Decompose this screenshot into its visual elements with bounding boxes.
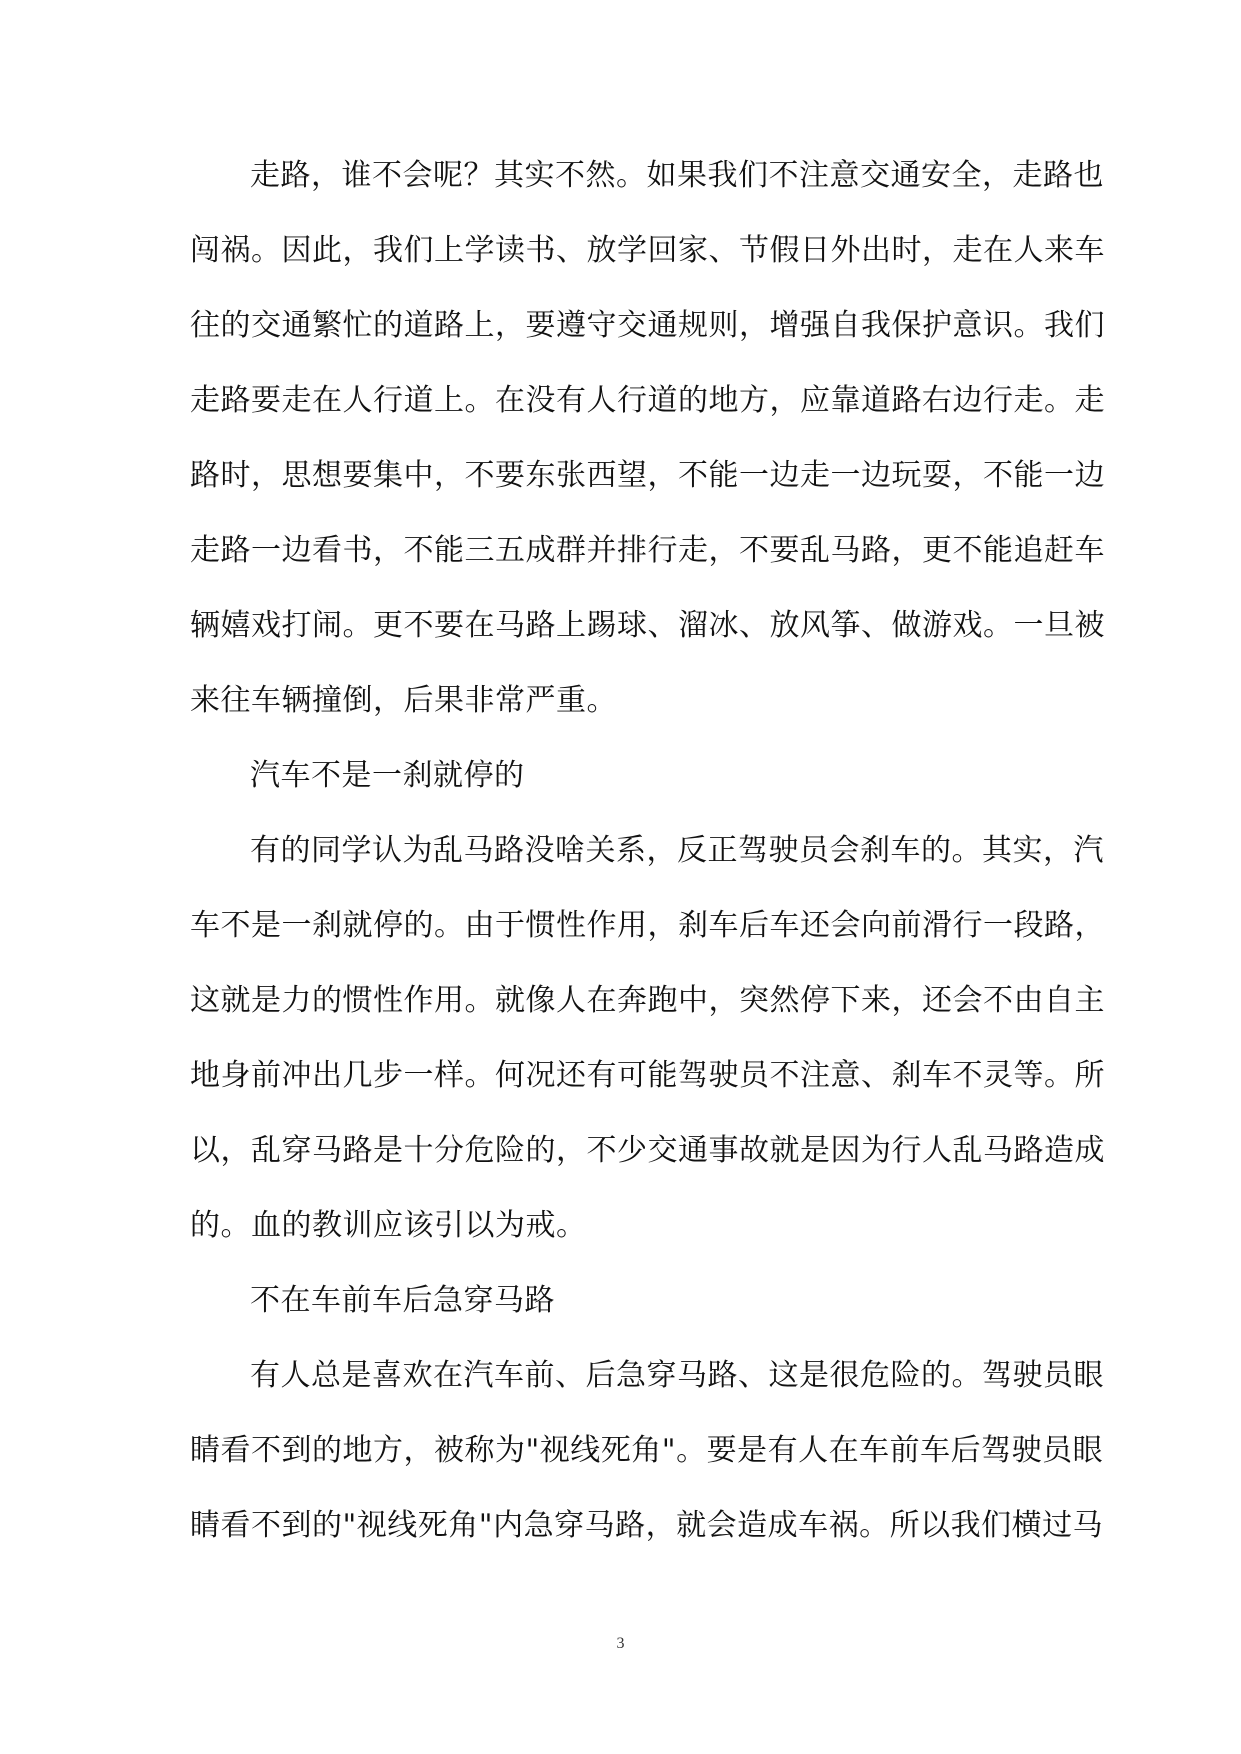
paragraph-line: 睛看不到的"视线死角"内急穿马路，就会造成车祸。所以我们横过马	[190, 1508, 1104, 1543]
section-heading: 汽车不是一刹就停的	[250, 758, 525, 793]
paragraph-line: 闯祸。因此，我们上学读书、放学回家、节假日外出时，走在人来车	[190, 233, 1105, 268]
paragraph-line: 以，乱穿马路是十分危险的，不少交通事故就是因为行人乱马路造成	[190, 1133, 1105, 1168]
paragraph-line: 来往车辆撞倒，后果非常严重。	[190, 683, 617, 718]
paragraph-line: 的。血的教训应该引以为戒。	[190, 1208, 587, 1243]
paragraph-line: 睛看不到的地方，被称为"视线死角"。要是有人在车前车后驾驶员眼	[190, 1433, 1104, 1468]
paragraph-line: 走路，谁不会呢？其实不然。如果我们不注意交通安全，走路也	[250, 158, 1104, 193]
section-heading: 不在车前车后急穿马路	[250, 1283, 555, 1318]
paragraph-line: 这就是力的惯性作用。就像人在奔跑中，突然停下来，还会不由自主	[190, 983, 1105, 1018]
paragraph-line: 走路一边看书，不能三五成群并排行走，不要乱马路，更不能追赶车	[190, 533, 1105, 568]
paragraph-line: 有的同学认为乱马路没啥关系，反正驾驶员会刹车的。其实，汽	[250, 833, 1104, 868]
paragraph-line: 车不是一刹就停的。由于惯性作用，刹车后车还会向前滑行一段路，	[190, 908, 1105, 943]
paragraph-line: 辆嬉戏打闹。更不要在马路上踢球、溜冰、放风筝、做游戏。一旦被	[190, 608, 1105, 643]
paragraph-line: 路时，思想要集中，不要东张西望，不能一边走一边玩耍，不能一边	[190, 458, 1105, 493]
paragraph-line: 地身前冲出几步一样。何况还有可能驾驶员不注意、刹车不灵等。所	[190, 1058, 1105, 1093]
paragraph-line: 走路要走在人行道上。在没有人行道的地方，应靠道路右边行走。走	[190, 383, 1105, 418]
paragraph-line: 有人总是喜欢在汽车前、后急穿马路、这是很危险的。驾驶员眼	[250, 1358, 1104, 1393]
paragraph-line: 往的交通繁忙的道路上，要遵守交通规则，增强自我保护意识。我们	[190, 308, 1105, 343]
page-number: 3	[616, 1635, 625, 1652]
